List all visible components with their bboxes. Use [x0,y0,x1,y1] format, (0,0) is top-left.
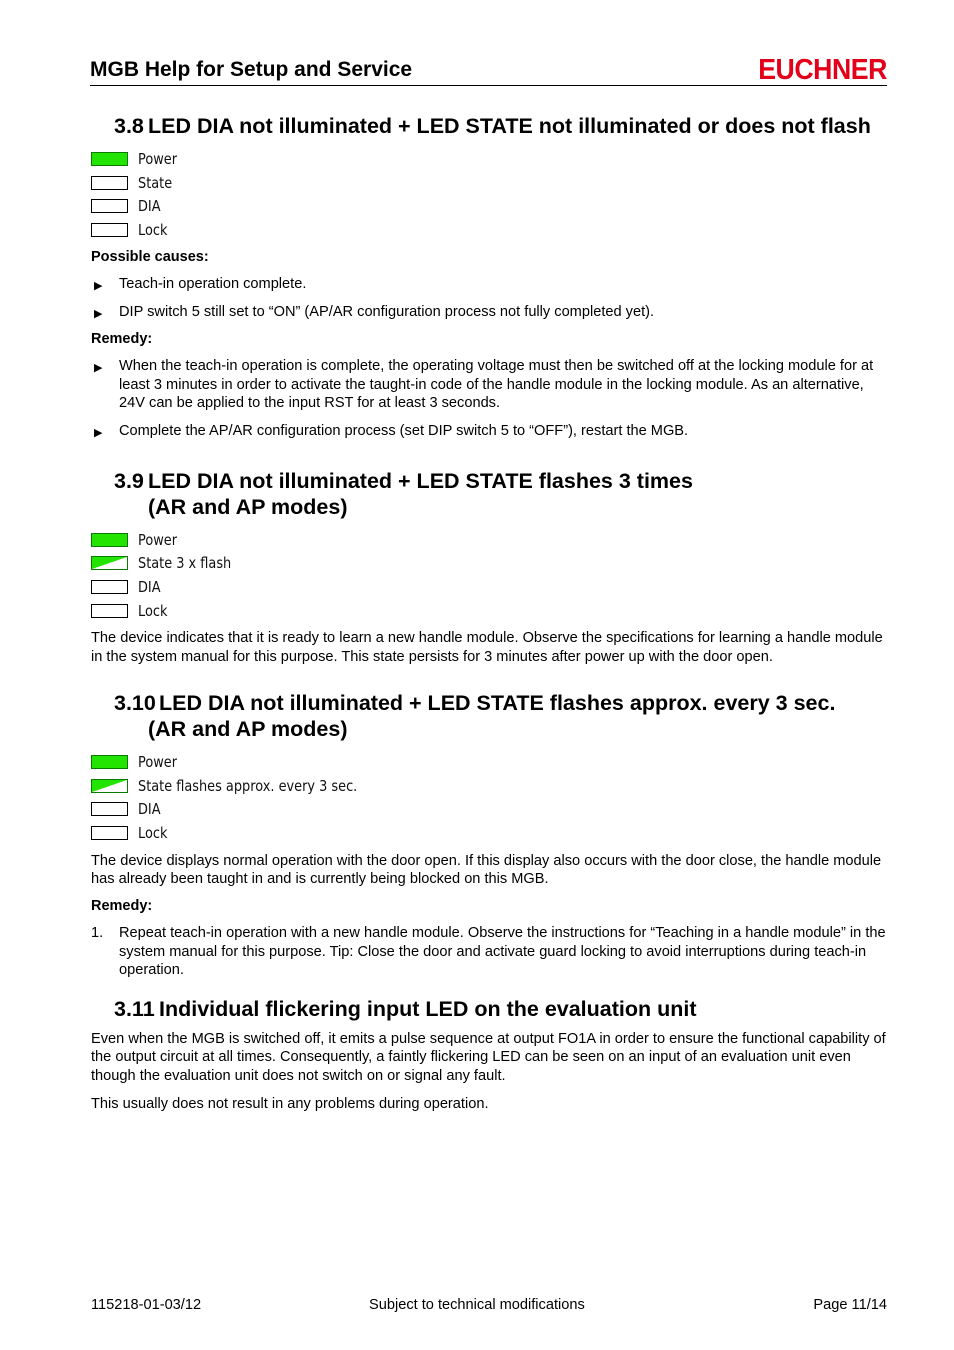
section-number: 3.10 [114,690,156,715]
led-label: State [138,173,173,192]
led-label: DIA [138,577,161,596]
list-item-text: Teach-in operation complete. [119,275,307,292]
page-content [91,113,888,1113]
remedy-heading: Remedy: [91,898,153,915]
document-title: MGB Help for Setup and Service [90,58,413,81]
led-row-dia [91,800,888,824]
list-item-text: DIP switch 5 still set to “ON” (AP/AR configuration process not fully completed yet). [119,304,655,321]
section-title-line2: (AR and AP modes) [148,494,348,519]
arrow-bullet-icon: ▶ [94,279,103,292]
led-indicator-off [91,580,128,594]
led-row-lock [91,602,888,626]
section-title-line2: (AR and AP modes) [148,716,348,741]
remedy-heading: Remedy: [91,331,153,348]
section-title-line1: LED DIA not illuminated + LED STATE flashes 3 times [148,468,693,493]
led-legend [91,531,888,626]
possible-causes-heading: Possible causes: [91,248,209,265]
led-indicator-off [91,604,128,618]
led-indicator-off [91,223,128,237]
footer-note: Subject to technical modifications [369,1297,585,1313]
remedy-steps [91,924,888,979]
led-indicator-off [91,199,128,213]
led-label: DIA [138,800,161,819]
led-legend [91,150,888,245]
section-3-9-heading [91,468,888,520]
led-legend [91,753,888,848]
step-number: 1. [91,925,104,942]
section-3-8-heading [91,113,888,139]
section-title-line1: LED DIA not illuminated + LED STATE flashes approx. every 3 sec. [159,690,836,715]
arrow-bullet-icon: ▶ [94,362,103,375]
led-row-state [91,174,888,198]
section-3-10-heading [91,690,888,742]
led-label: Power [138,752,178,771]
list-item [91,303,888,321]
section-number: 3.9 [114,468,144,493]
body-paragraph: The device displays normal operation with the door open. If this display also occurs with the door close, the handle module has already been taught in and is currently being blocked on this MGB. [91,852,882,887]
led-indicator-off [91,176,128,190]
document-id: 115218-01-03/12 [91,1297,202,1313]
led-label: State flashes approx. every 3 sec. [138,776,358,795]
led-indicator-on [91,152,128,166]
led-row-power [91,150,888,174]
led-indicator-flashing [91,779,128,793]
led-label: Power [138,150,178,168]
led-label: Power [138,530,178,549]
body-paragraph: Even when the MGB is switched off, it emits a pulse sequence at output FO1A in order to ensure the functional capability of the output circuit at all times. Consequently, a faintly flickering LED can be seen on an input of an evaluation unit even though the evaluation unit does not switch on or signal any fault. [91,1031,886,1084]
led-indicator-on [91,533,128,547]
led-label: Lock [138,221,168,240]
list-item-text: When the teach-in operation is complete, the operating voltage must then be switched off at the locking module for at least 3 minutes in order to activate the taught-in code of the handle module in the locking module. As an alternative, 24V can be applied to the input RST for at least 3 seconds. [119,358,874,411]
section-3-11-heading [91,996,888,1022]
list-item [91,275,888,293]
page-header [90,54,887,86]
list-item [91,422,888,440]
list-item-text: Repeat teach-in operation with a new handle module. Observe the instructions for “Teaching in a handle module” in the system manual for this purpose. Tip: Close the door and activate guard locking to avoid interruptions during teach-in operation. [119,925,886,978]
led-label: State 3 x flash [138,554,232,573]
arrow-bullet-icon: ▶ [94,308,103,321]
body-paragraph: The device indicates that it is ready to learn a new handle module. Observe the specifications for learning a handle module in the system manual for this purpose. This state persists for 3 minutes after power up with the door open. [91,630,883,665]
page-number: Page 11/14 [813,1297,887,1313]
led-row-lock [91,221,888,245]
led-row-dia [91,197,888,221]
led-row-power [91,531,888,555]
section-number: 3.11 [114,997,155,1022]
arrow-bullet-icon: ▶ [94,427,103,440]
remedy-list [91,357,888,440]
led-label: Lock [138,823,168,842]
led-row-dia [91,578,888,602]
causes-list [91,275,888,322]
led-row-lock [91,824,888,848]
led-row-power [91,753,888,777]
section-title: Individual flickering input LED on the evaluation unit [159,997,697,1022]
led-indicator-on [91,755,128,769]
led-label: Lock [138,601,168,620]
list-item-text: Complete the AP/AR configuration process (set DIP switch 5 to “OFF”), restart the MGB. [119,423,689,440]
led-indicator-off [91,826,128,840]
led-row-state [91,554,888,578]
list-item [91,924,888,979]
section-number: 3.8 [114,114,144,138]
led-indicator-off [91,802,128,816]
led-row-state [91,777,888,801]
euchner-logo: EUCHNER [758,54,887,86]
list-item [91,357,888,412]
led-indicator-flashing [91,556,128,570]
body-paragraph: This usually does not result in any problems during operation. [91,1096,489,1112]
led-label: DIA [138,197,161,216]
section-title: LED DIA not illuminated + LED STATE not illuminated or does not flash [148,114,871,138]
